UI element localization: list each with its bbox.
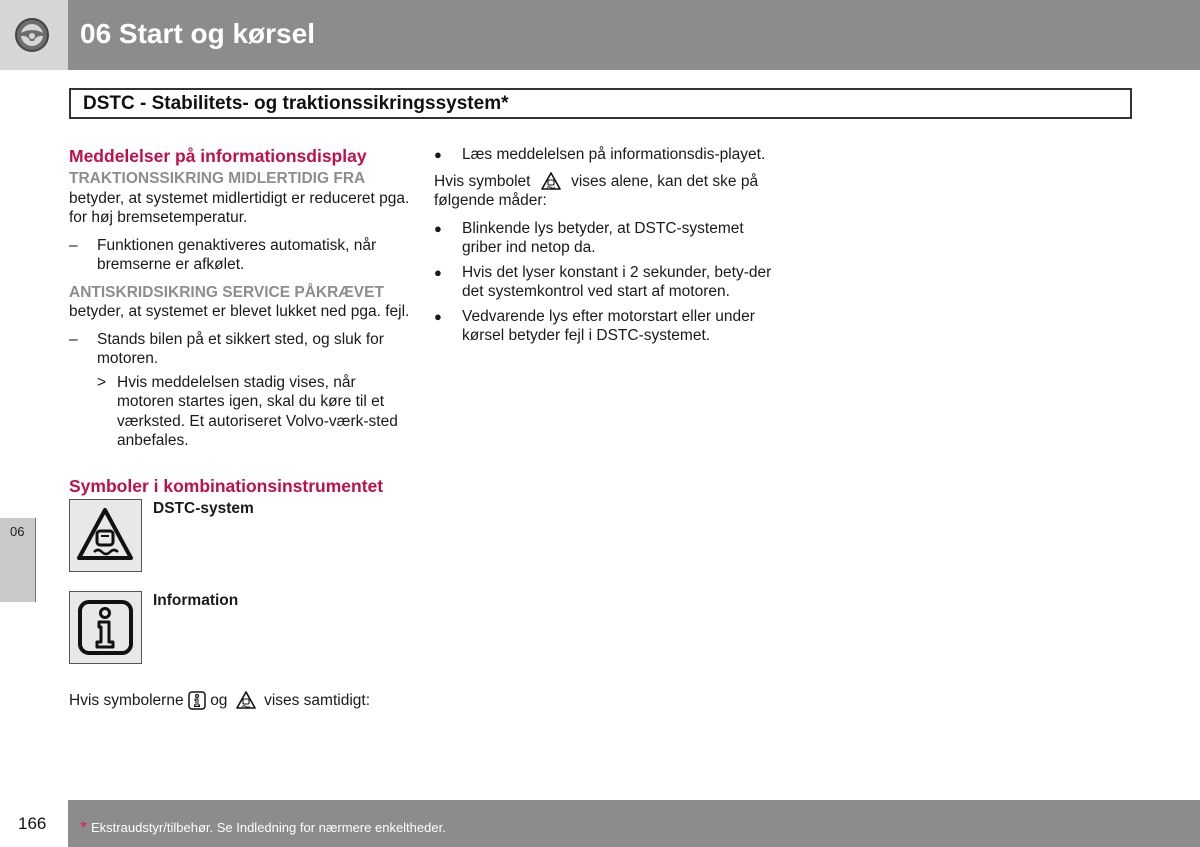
both-pre: Hvis symbolerne bbox=[69, 691, 184, 709]
message-antiskid bbox=[69, 283, 414, 322]
page-footer bbox=[0, 800, 1200, 847]
dstc-symbol-label: DSTC-system bbox=[153, 499, 254, 517]
steering-wheel-icon bbox=[14, 17, 50, 53]
bullet-mark: ● bbox=[434, 264, 442, 280]
footnote-text: Ekstraudstyr/tilbehør. Se Indledning for nærmere enkeltheder. bbox=[91, 820, 446, 835]
heading-info-display: Meddelelser på informationsdisplay bbox=[69, 146, 367, 166]
section-title: DSTC - Stabilitets- og traktionssikringssystem* bbox=[83, 93, 509, 114]
dash-item bbox=[69, 330, 414, 369]
left-column bbox=[69, 145, 414, 710]
page-number: 166 bbox=[18, 814, 47, 833]
right-column bbox=[434, 145, 774, 351]
bullet-mark: ● bbox=[434, 147, 442, 162]
bullet-item bbox=[434, 307, 774, 346]
bullet-item bbox=[434, 145, 774, 165]
dstc-skid-car-icon bbox=[74, 504, 137, 567]
chapter-tab bbox=[0, 518, 36, 602]
bullet-mark: ● bbox=[434, 308, 442, 324]
dash-mark: – bbox=[69, 236, 78, 254]
bullet-item-text: Hvis det lyser konstant i 2 sekunder, bety-der det systemkontrol ved start af motoren. bbox=[462, 263, 772, 300]
bullet-item bbox=[434, 219, 774, 258]
symbol-row-info bbox=[69, 591, 414, 669]
message-traction bbox=[69, 169, 414, 228]
header-icon-area bbox=[0, 0, 68, 70]
message-antiskid-code: ANTISKRIDSIKRING SERVICE PÅKRÆVET bbox=[69, 283, 384, 301]
arrow-mark: > bbox=[97, 373, 107, 391]
footnote bbox=[80, 818, 446, 839]
footer-bar bbox=[68, 800, 1200, 847]
bullet-item-text: Vedvarende lys efter motorstart eller under kørsel betyder fejl i DSTC-systemet. bbox=[462, 307, 755, 344]
symbol-row-dstc bbox=[69, 499, 414, 577]
bullet-item-text: Læs meddelelsen på informationsdis-playet. bbox=[462, 146, 766, 163]
both-mid: og bbox=[210, 691, 228, 709]
dash-mark: – bbox=[69, 330, 78, 348]
section-title-box bbox=[69, 88, 1132, 119]
info-symbol-box bbox=[69, 591, 142, 664]
page-header bbox=[0, 0, 1200, 70]
dash-item-text: Stands bilen på et sikkert sted, og sluk for motoren. bbox=[97, 330, 384, 367]
chapter-title: 06 Start og kørsel bbox=[80, 18, 315, 49]
information-icon bbox=[74, 596, 137, 659]
footnote-star: * bbox=[80, 818, 88, 838]
info-symbol-label: Information bbox=[153, 591, 239, 609]
bullet-item-text: Blinkende lys betyder, at DSTC-systemet griber ind netop da. bbox=[462, 219, 744, 256]
para-post: vises alene, kan det ske på følgende måder: bbox=[434, 172, 759, 209]
message-traction-code: TRAKTIONSSIKRING MIDLERTIDIG FRA bbox=[69, 170, 366, 187]
symbol-alone-text bbox=[434, 172, 774, 211]
dstc-symbol-box bbox=[69, 499, 142, 572]
message-antiskid-text: betyder, at systemet er blevet lukket ned pga. fejl. bbox=[69, 303, 410, 320]
message-traction-text: betyder, at systemet midlertidigt er reduceret pga. for høj bremsetemperatur. bbox=[69, 189, 410, 226]
sub-item bbox=[69, 373, 414, 451]
sub-item-text: Hvis meddelelsen stadig vises, når motoren startes igen, skal du køre til et værksted. Et autoriseret Volvo-værk-sted anbefales. bbox=[117, 373, 398, 449]
bullet-mark: ● bbox=[434, 220, 442, 236]
dstc-skid-car-icon bbox=[541, 172, 561, 190]
both-symbols-text bbox=[69, 691, 414, 711]
chapter-tab-label: 06 bbox=[10, 524, 25, 539]
information-icon bbox=[188, 691, 206, 710]
dash-item bbox=[69, 236, 414, 275]
para-pre: Hvis symbolet bbox=[434, 172, 531, 190]
both-post: vises samtidigt: bbox=[264, 691, 371, 709]
footer-page-area bbox=[0, 800, 68, 847]
dash-item-text: Funktionen genaktiveres automatisk, når bremserne er afkølet. bbox=[97, 236, 377, 273]
dstc-skid-car-icon bbox=[236, 691, 256, 709]
bullet-item bbox=[434, 263, 774, 302]
heading-symbols: Symboler i kombinationsinstrumentet bbox=[69, 475, 384, 496]
